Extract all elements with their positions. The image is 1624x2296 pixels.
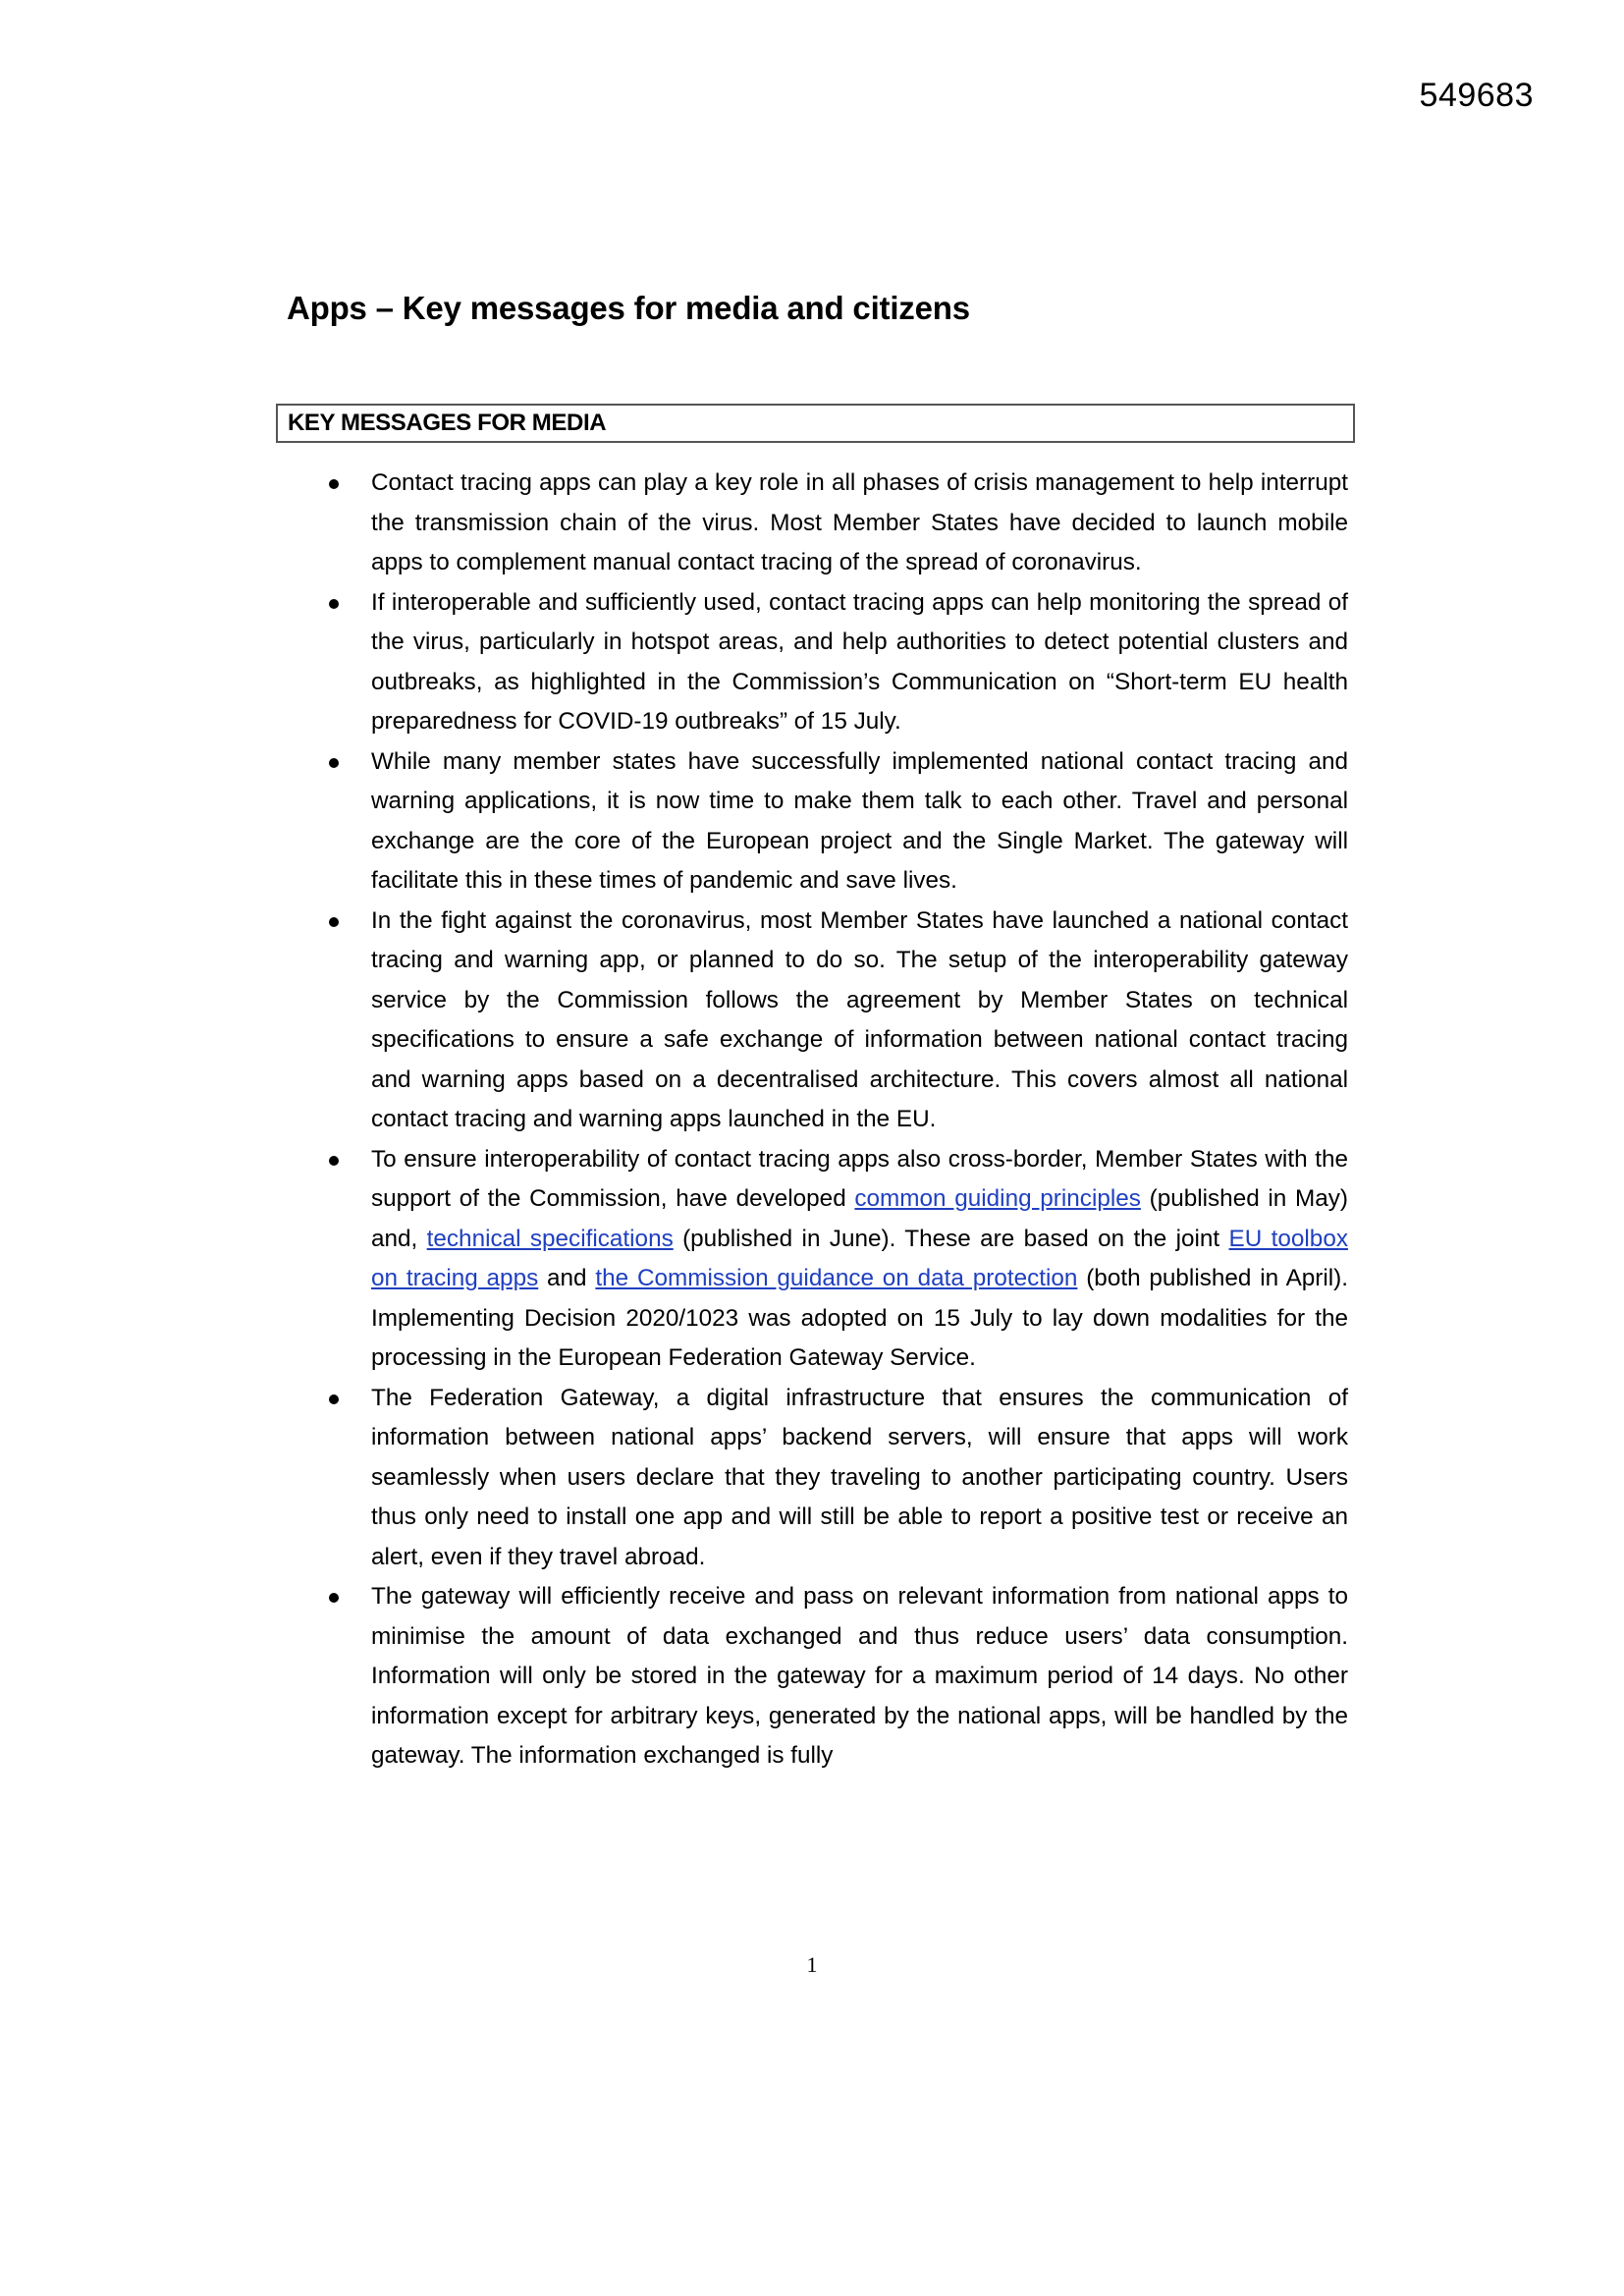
link-eu-toolbox-on-tracing-apps[interactable]: EU toolbox on tracing apps xyxy=(371,1225,1348,1291)
bullet-icon xyxy=(329,758,339,768)
bullet-text: Contact tracing apps can play a key role in all phases of crisis management to help interrupt the transmission chain of the virus. Most Member States have decided to launch mobile apps to complement manual contact tracing of the spread of coronavirus. xyxy=(371,469,1348,575)
list-item xyxy=(371,742,1348,902)
bullet-text: While many member states have successfully implemented national contact tracing and warning applications, it is now time to make them talk to each other. Travel and personal exchange are the core of the European project and the Single Market. The gateway will facilitate this in these times of pandemic and save lives. xyxy=(371,747,1348,894)
bullet-icon xyxy=(329,917,339,927)
list-item xyxy=(371,1577,1348,1777)
bullet-text-part: and xyxy=(538,1265,596,1291)
list-item xyxy=(371,902,1348,1140)
list-item xyxy=(371,1140,1348,1379)
bullet-icon xyxy=(329,1593,339,1603)
link-commission-guidance-on-data-protection[interactable]: the Commission guidance on data protection xyxy=(595,1265,1078,1291)
link-technical-specifications[interactable]: technical specifications xyxy=(426,1225,674,1252)
bullet-icon xyxy=(329,1394,339,1404)
bullet-text: In the fight against the coronavirus, most Member States have launched a national contact tracing and warning app, or planned to do so. The setup of the interoperability gateway service by the Commission follows the agreement by Member States on technical specifications to ensure a safe exchange of information between national contact tracing and warning apps based on a decentralised architecture. This covers almost all national contact tracing and warning apps launched in the EU. xyxy=(371,906,1348,1132)
list-item xyxy=(371,464,1348,583)
bullet-icon xyxy=(329,479,339,489)
document-id: 549683 xyxy=(1419,77,1534,114)
bullet-text: The Federation Gateway, a digital infrastructure that ensures the communication of information between national apps’ backend servers, will ensure that apps will work seamlessly when users declare that they traveling to another participating country. Users thus only need to install one app and will still be able to report a positive test or receive an alert, even if they travel abroad. xyxy=(371,1384,1348,1570)
bullet-text-part: (both published in April). Implementing Decision 2020/1023 was adopted on 15 July to lay down modalities for the processing in the European Federation Gateway Service. xyxy=(371,1265,1349,1371)
bullet-text-part: To ensure interoperability of contact tracing apps also cross-border, Member States with the support of the Commission, have developed xyxy=(371,1145,1348,1212)
page-number: 1 xyxy=(806,1952,818,1977)
key-messages-list xyxy=(371,464,1348,1777)
bullet-text: The gateway will efficiently receive and pass on relevant information from national apps to minimise the amount of data exchanged and thus reduce users’ data consumption. Information will only be stored in the gateway for a maximum period of 14 days. No other information except for arbitrary keys, generated by the national apps, will be handled by the gateway. The information exchanged is fully xyxy=(371,1583,1348,1769)
section-heading: KEY MESSAGES FOR MEDIA xyxy=(288,410,607,436)
list-item xyxy=(371,583,1348,742)
page-title: Apps – Key messages for media and citizens xyxy=(287,290,970,326)
bullet-text: If interoperable and sufficiently used, contact tracing apps can help monitoring the spread of the virus, particularly in hotspot areas, and help authorities to detect potential clusters and outbreaks, as highlighted in the Commission’s Communication on “Short-term EU health preparedness for COVID-19 outbreaks” of 15 July. xyxy=(371,588,1348,735)
bullet-icon xyxy=(329,599,339,609)
bullet-text-part: (published in June). These are based on the joint xyxy=(673,1225,1229,1252)
list-item xyxy=(371,1379,1348,1578)
link-common-guiding-principles[interactable]: common guiding principles xyxy=(854,1185,1141,1212)
bullet-icon xyxy=(329,1156,339,1166)
bullet-text-part: (published in May) and, xyxy=(371,1185,1348,1252)
section-heading-box xyxy=(276,404,1355,443)
